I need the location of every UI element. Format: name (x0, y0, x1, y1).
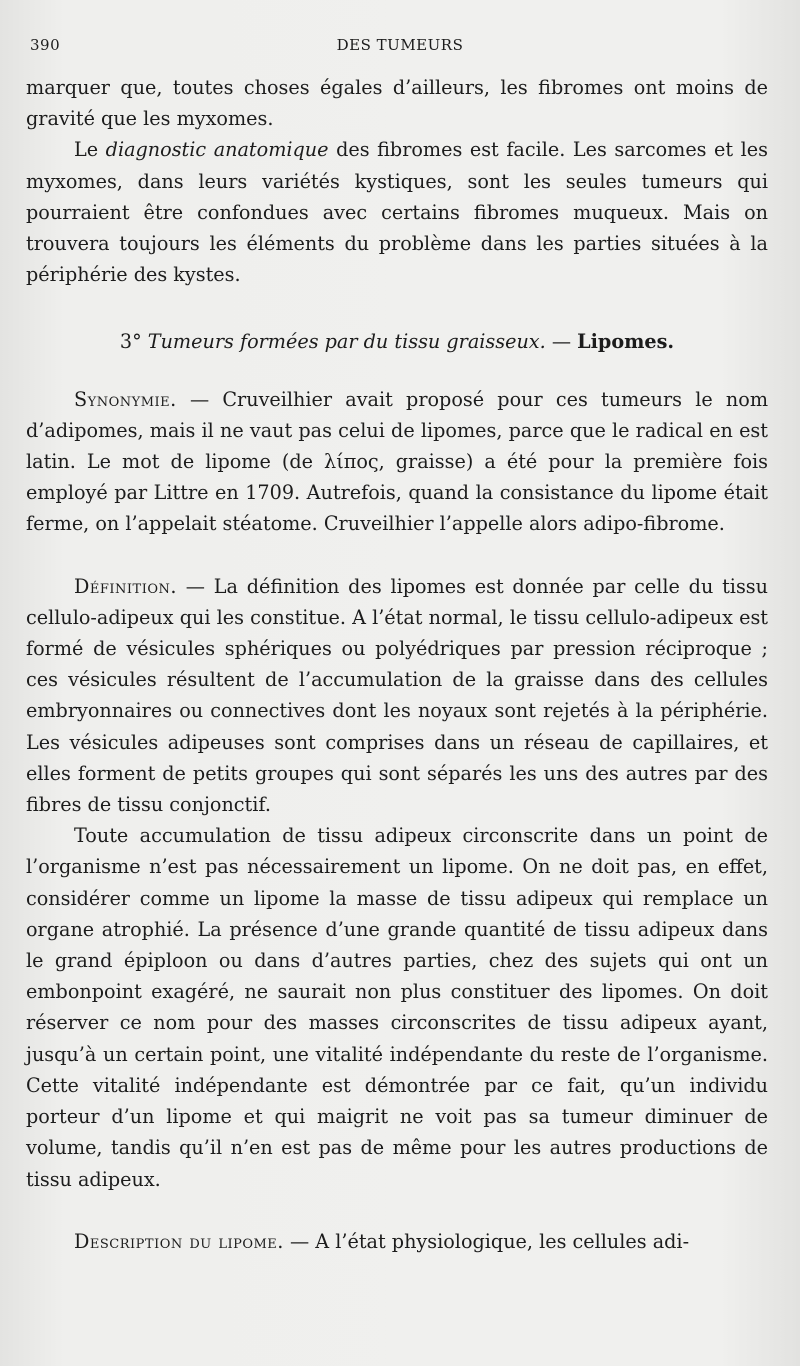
section-bold-title: Lipomes. (577, 330, 675, 354)
paragraph-description (26, 1226, 768, 1257)
page-number: 390 (30, 36, 61, 54)
paragraph-continuation: marquer que, toutes choses égales d’ailleurs, les fibromes ont moins de gravité que les myxomes. (26, 76, 768, 131)
definition-dash: — (176, 574, 214, 598)
synonymie-dash: — (176, 387, 223, 411)
paragraph-definition (26, 571, 768, 821)
synonymie-text: Cruveilhier avait proposé pour ces tumeurs le nom d’adipomes, mais il ne vaut pas celui de lipomes, parce que le radical en est latin. Le mot de lipome (de λίπος, graisse) a été pour la première fois employé par Littre en 1709. Autrefois, quand la consistance du lipome était ferme, on l’appelait stéatome. Cruveilhier l’appelle alors adipo-fibrome. (26, 387, 769, 536)
section-heading (26, 326, 768, 357)
diagnostic-text: des fibromes est facile. Les sarcomes et les myxomes, dans leurs variétés kystiques, sont les seules tumeurs qui pourraient être confondues avec certains fibromes muqueux. Mais on trouvera toujours les éléments du problème dans les parties situées à la périphérie des kystes. (26, 138, 769, 287)
body-text (26, 72, 768, 1257)
section-italic-title: Tumeurs formées par du tissu graisseux. (147, 330, 546, 354)
synonymie-label: Synonymie. (74, 387, 177, 411)
definition-text: La définition des lipomes est donnée par celle du tissu cellulo-adipeux qui les constitue. A l’état normal, le tissu cellulo-adipeux est formé de vésicules sphériques ou polyédriques par pression réciproque ; ces vésicules résultent de l’accumulation de la graisse dans des cellules embryonnaires ou connectives dont les noyaux sont rejetés à la périphérie. Les vésicules adipeuses sont comprises dans un réseau de capillaires, et elles forment de petits groupes qui sont séparés les uns des autres par des fibres de tissu conjonctif. (26, 574, 768, 817)
description-dash: — (283, 1229, 316, 1253)
diagnostic-lead: Le (74, 138, 106, 162)
paragraph-diagnostic (26, 134, 768, 290)
section-number: 3° (119, 330, 148, 354)
description-text: A l’état physiologique, les cellules adi- (315, 1229, 690, 1253)
running-title: DES TUMEURS (336, 36, 464, 54)
section-dash: — (545, 330, 578, 354)
paragraph-accumulation: Toute accumulation de tissu adipeux circonscrite dans un point de l’organisme n’est pas nécessairement un lipome. On ne doit pas, en effet, considérer comme un lipome la masse de tissu adipeux qui remplace un organe atrophié. La présence d’une grande quantité de tissu adipeux dans le grand épiploon ou dans d’autres parties, chez des sujets qui ont un embonpoint exagéré, ne saurait non plus constituer des lipomes. On doit réserver ce nom pour des masses circonscrites de tissu adipeux ayant, jusqu’à un certain point, une vitalité indépendante du reste de l’organisme. Cette vitalité indépendante est démontrée par ce fait, qu’un individu porteur d’un lipome et qui maigrit ne voit pas sa tumeur diminuer de volume, tandis qu’il n’en est pas de même pour les autres productions de tissu adipeux. (26, 824, 768, 1191)
definition-label: Définition. (74, 574, 177, 598)
paragraph-synonymie (26, 384, 768, 540)
description-label: Description du lipome. (74, 1229, 284, 1253)
diagnostic-term: diagnostic anatomique (105, 138, 329, 162)
